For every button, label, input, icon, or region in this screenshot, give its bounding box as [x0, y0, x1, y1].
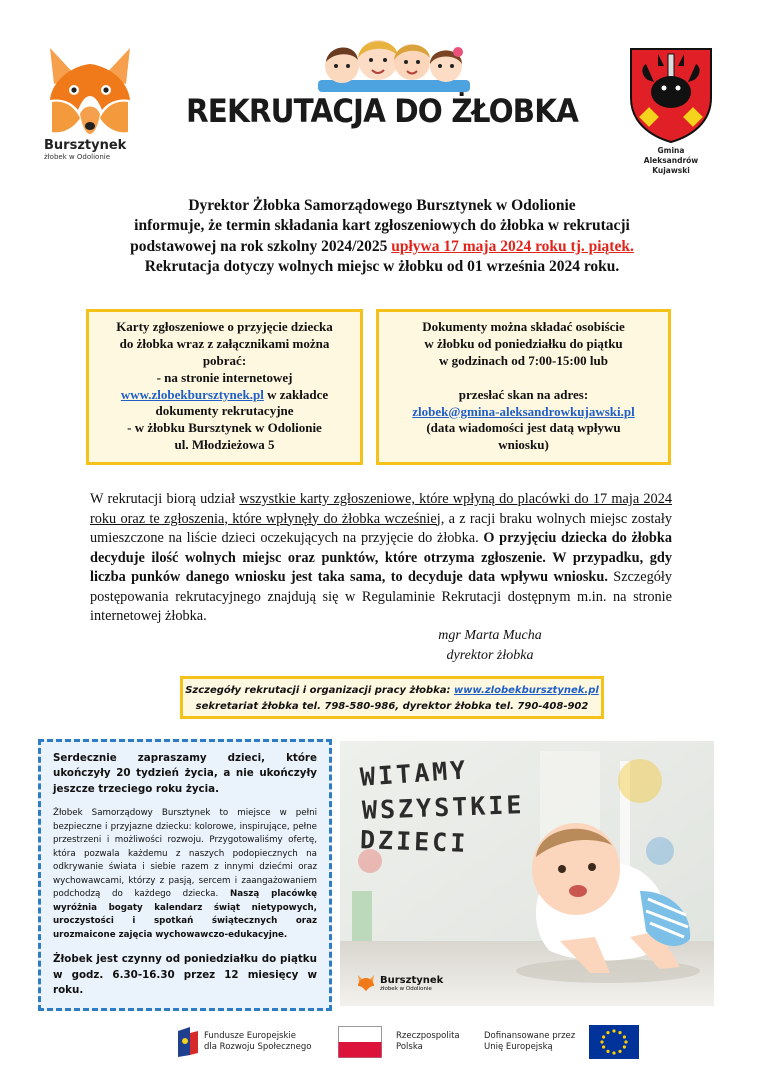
invitation-box — [38, 739, 332, 1011]
children-faces-icon — [318, 28, 470, 92]
invitation-lead: Serdecznie zapraszamy dzieci, które ukończyły 20 tydzień życia, a nie ukończyły jeszcze trzeciego roku życia. — [53, 752, 317, 795]
rp-line: Polska — [396, 1042, 423, 1052]
brand-name: Bursztynek — [44, 138, 127, 153]
intro-announcement — [60, 196, 704, 278]
contact-website-link[interactable]: www.zlobekbursztynek.pl — [453, 685, 599, 696]
recruitment-rules-paragraph — [90, 490, 672, 627]
submission-info-box — [376, 309, 671, 465]
crest-label — [624, 146, 718, 176]
eu-flag-icon — [589, 1025, 639, 1059]
body-text-underlined: wszystkie karty zgłoszeniowe, które wpłyną do placówki do 17 maja 2024 roku oraz te zgłoszenia, które wpłynęły do żłobka wcześniej, — [90, 491, 672, 527]
body-text: Szczegóły postępowania rekrutacyjnego znajdują się w Regulaminie Rekrutacji dostępnym m.in. na stronie internetowej żłobka. — [90, 569, 673, 625]
box-line: w żłobku od poniedziałku do piątku — [424, 335, 623, 351]
welcome-text-line3: DZIECI — [359, 825, 469, 858]
eu-line: Unię Europejską — [484, 1042, 553, 1052]
intro-line — [60, 237, 704, 257]
box-line — [99, 387, 350, 404]
welcome-text-line2: WSZYSTKIE — [361, 790, 525, 825]
eu-line: Dofinansowane przez — [484, 1030, 576, 1041]
contact-phones: sekretariat żłobka tel. 798-580-986, dyrektor żłobka tel. 790-408-902 — [195, 700, 589, 712]
box-line: Dokumenty można składać osobiście — [422, 319, 625, 334]
box-line: do żłobka wraz z załącznikami można — [119, 335, 330, 351]
forms-download-box — [86, 309, 363, 465]
rp-line: Rzeczpospolita — [396, 1030, 460, 1041]
signature-role: dyrektor żłobka — [446, 647, 534, 663]
eu-label — [484, 1031, 575, 1053]
email-link[interactable]: zlobek@gmina-aleksandrowkujawski.pl — [412, 403, 635, 419]
eu-logo — [484, 1022, 639, 1062]
opening-hours: Żłobek jest czynny od poniedziałku do piątku w godz. 6.30-16.30 przez 12 miesięcy w roku. — [53, 953, 317, 997]
fe-line: dla Rozwoju Społecznego — [204, 1042, 312, 1052]
box-line — [389, 404, 658, 421]
polish-flag-icon — [338, 1026, 382, 1058]
intro-text: podstawowej na rok szkolny 2024/2025 — [130, 237, 392, 255]
deadline-text: upływa 17 maja 2024 roku tj. piątek. — [391, 237, 634, 255]
crest-label-town: Aleksandrów Kujawski — [643, 156, 699, 176]
children-illustration — [318, 28, 470, 92]
contact-bar — [180, 676, 604, 719]
box-line: ul. Młodzieżowa 5 — [174, 437, 275, 453]
invitation-description — [53, 807, 317, 942]
box-line: w godzinach od 7:00-15:00 lub — [438, 352, 609, 368]
signature — [400, 626, 580, 665]
box-line: wniosku) — [498, 437, 549, 453]
box-line: (data wiadomości jest datą wpływu — [426, 420, 621, 436]
fe-label — [204, 1031, 311, 1053]
box-line: dokumenty rekrutacyjne — [155, 403, 294, 419]
box-line: pobrać: — [202, 352, 247, 368]
welcome-text-line1: WITAMY — [359, 755, 470, 792]
gmina-crest — [624, 46, 718, 176]
box-line: przesłać skan na adres: — [458, 386, 589, 402]
rp-logo — [338, 1022, 460, 1062]
fox-small-icon — [356, 973, 376, 993]
box-line: - w żłobku Bursztynek w Odolionie — [127, 420, 322, 436]
description-text: Żłobek Samorządowy Bursztynek to miejsce w pełni bezpieczne i przyjazne dziecku: kolorowe, inspirujące, pełne przestrzeni i możliwości rozwoju. Przygotowaliśmy ofertę, która pozwala każdemu z naszych podopiecznych na odkrywanie świata i siebie razem z innymi dziećmi oraz wychowawcami, którzy z pasją, sercem i zaangażowaniem podchodzą do każdego dziecka. — [53, 808, 317, 900]
intro-line: Dyrektor Żłobka Samorządowego Bursztynek w Odolionie — [188, 197, 576, 214]
eu-funds-icon — [176, 1025, 200, 1059]
fe-logo — [176, 1022, 311, 1062]
box-text: w zakładce — [263, 386, 329, 402]
welcome-photo — [340, 741, 714, 1006]
rp-label — [396, 1031, 460, 1053]
crest-label-gmina: Gmina — [657, 146, 685, 155]
intro-line: Rekrutacja dotyczy wolnych miejsc w żłobku od 01 września 2024 roku. — [144, 258, 620, 276]
fe-line: Fundusze Europejskie — [204, 1030, 296, 1041]
photo-brand-sub: żłobek w Odolionie — [380, 986, 432, 992]
photo-brand — [380, 975, 443, 992]
body-text-bold: O przyjęciu dziecka do żłobka decyduje ilość wolnych miejsc oraz punktów, które otrzyma zgłoszenie. W przypadku, gdy liczba punków danego wniosku jest taka sama, to decyduje data wpływu wniosku. — [90, 530, 672, 586]
contact-line — [183, 683, 601, 699]
footer-logos — [0, 1022, 764, 1062]
brand-subtitle: żłobek w Odolionie — [44, 153, 111, 161]
body-text: a z racji braku wolnych miejsc zostały umieszczone na liście dzieci oczekujących na przyjęcie do żłobka. — [90, 510, 672, 547]
signature-name: mgr Marta Mucha — [438, 628, 542, 643]
spacer — [389, 370, 658, 387]
coat-of-arms-icon — [628, 46, 714, 144]
box-line: Karty zgłoszeniowe o przyjęcie dziecka — [116, 319, 333, 334]
photo-brand-name: Bursztynek — [380, 975, 444, 986]
box-line: - na stronie internetowej — [156, 369, 293, 385]
body-text: W rekrutacji biorą udział — [90, 491, 240, 507]
intro-line: informuje, że termin składania kart zgłoszeniowych do żłobka w rekrutacji — [134, 217, 630, 235]
website-link[interactable]: www.zlobekbursztynek.pl — [120, 386, 264, 402]
contact-text: Szczegóły rekrutacji i organizacji pracy żłobka: — [185, 685, 454, 696]
description-bold: Naszą placówkę wyróżnia bogaty kalendarz świąt nietypowych, uroczystości i spotkań świątecznych oraz urozmaicone zajęcia wychowawczo-edukacyjne. — [53, 889, 317, 940]
page-title: REKRUTACJA DO ŻŁOBKA — [186, 92, 578, 130]
